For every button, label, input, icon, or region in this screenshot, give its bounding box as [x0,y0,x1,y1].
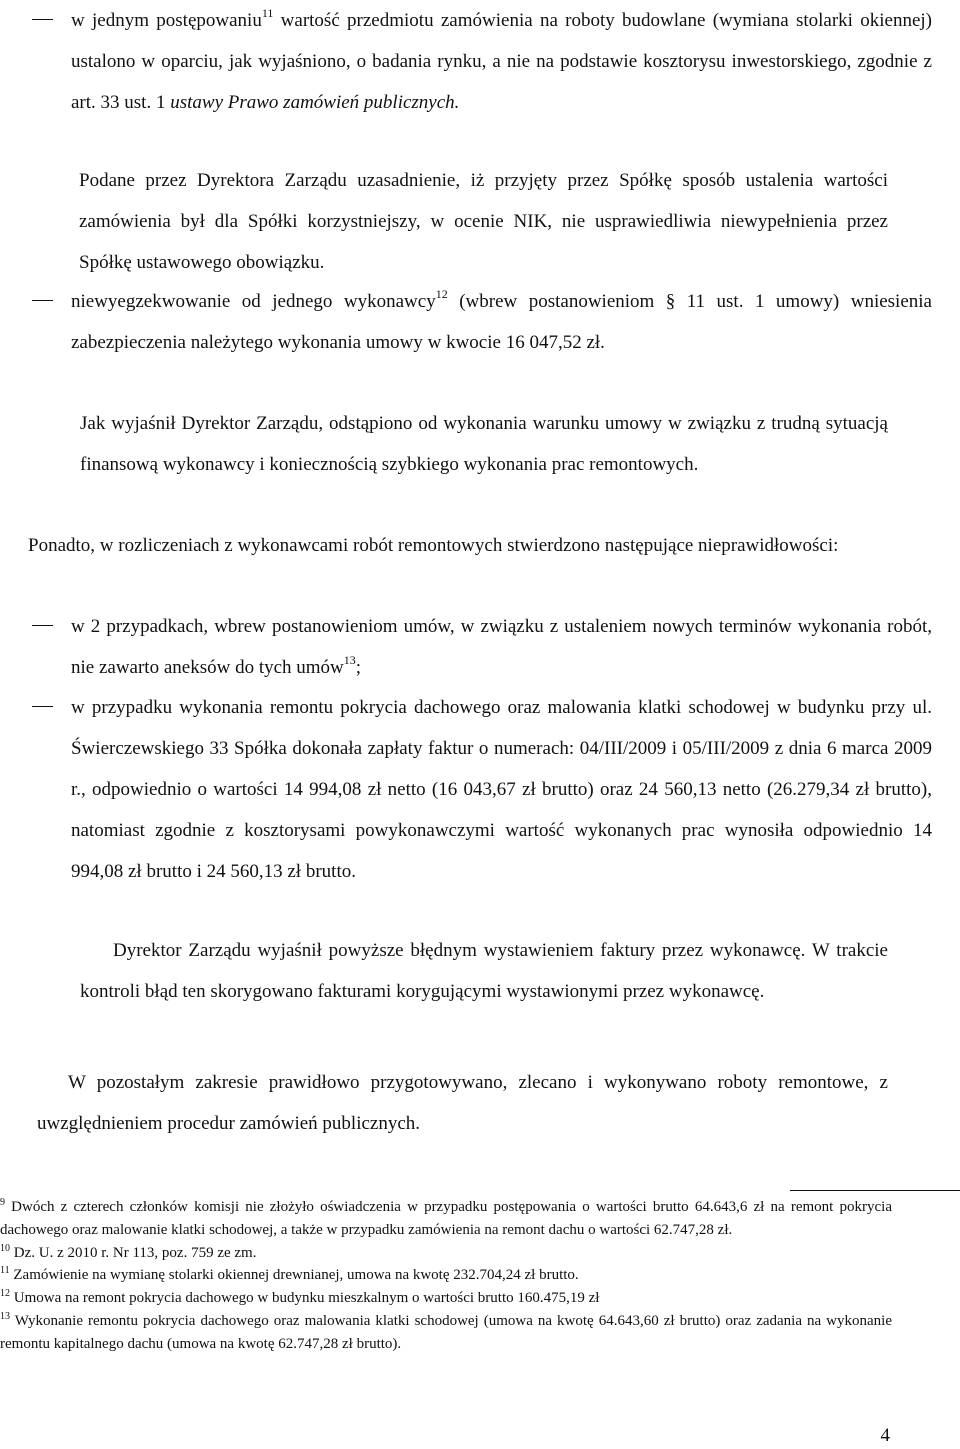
dash-bullet-marker [32,625,53,626]
dash-bullet-marker [32,19,53,20]
paragraph-explanation: Jak wyjaśnił Dyrektor Zarządu, odstąpiono od wykonania warunku umowy w związku z trudną sytuacją finansową wykonawcy i koniecznością szybkiego wykonania prac remontowych. [80,413,888,475]
bullet-item-4 [32,687,932,892]
footnote-ref[interactable]: 11 [261,6,274,20]
footnotes [0,1196,892,1356]
page-number: 4 [880,1425,890,1446]
bullet-item-2 [32,281,932,363]
bullet-text: w 2 przypadkach, wbrew postanowieniom umów, w związku z ustaleniem nowych terminów wykonania robót, nie zawarto aneksów do tych umów$^{13}$; [71,616,932,678]
paragraph-irregularities-intro: Ponadto, w rozliczeniach z wykonawcami robót remontowych stwierdzono następujące nieprawidłowości: [28,535,839,556]
footnote-12: $^{12}$ Umowa na remont pokrycia dachowego w budynku mieszkalnym o wartości brutto 160.475,19 zł [0,1288,600,1307]
dash-bullet-marker [32,706,53,707]
bullet-text: w jednym postępowaniu$^{11}$ wartość przedmiotu zamówienia na roboty budowlane (wymiana stolarki okiennej) ustalono w oparciu, jak wyjaśniono, o badania rynku, a nie na podstawie kosztorysu inwestorskiego, zgodnie z art. 33 ust. 1 ustawy Prawo zamówień publicznych. [71,6,932,113]
footnote-separator [790,1190,960,1191]
bullet-text: w przypadku wykonania remontu pokrycia dachowego oraz malowania klatki schodowej w budynku przy ul. Świerczewskiego 33 Spółka dokonała zapłaty faktur o numerach: 04/III/2009 i 05/III/2009 z dnia 6 marca 2009 r., odpowiednio o wartości 14 994,08 zł netto (16 043,67 zł brutto) oraz 24 560,13 netto (26.279,34 zł brutto), natomiast zgodnie z kosztorysami powykonawczymi wartość wykonanych prac wynosiła odpowiednio 14 994,08 zł brutto i 24 560,13 zł brutto. [71,697,932,882]
bullet-text: niewyegzekwowanie od jednego wykonawcy$^{12}$ (wbrew postanowieniom § 11 ust. 1 umowy) wniesienia zabezpieczenia należytego wykonania umowy w kwocie 16 047,52 zł. [71,287,932,353]
footnote-13: $^{13}$ Wykonanie remontu pokrycia dachowego oraz malowania klatki schodowej (umowa na kwotę 64.643,60 zł brutto) oraz zadania na wykonanie remontu kapitalnego dachu (umowa na kwotę 62.747,28 zł brutto). [0,1310,892,1352]
paragraph-summary: W pozostałym zakresie prawidłowo przygotowywano, zlecano i wykonywano roboty remontowe, z uwzględnieniem procedur zamówień publicznych. [37,1072,888,1134]
footnote-11: $^{11}$ Zamówienie na wymianę stolarki okiennej drewnianej, umowa na kwotę 232.704,24 zł brutto. [0,1265,579,1284]
paragraph-justification: Podane przez Dyrektora Zarządu uzasadnienie, iż przyjęty przez Spółkę sposób ustalenia wartości zamówienia był dla Spółki korzystniejszy, w ocenie NIK, nie usprawiedliwia niewypełnienia przez Spółkę ustawowego obowiązku. [79,170,888,273]
footnote-ref[interactable]: 13 [343,653,356,667]
act-title: ustawy Prawo zamówień publicznych. [170,92,460,113]
footnote-ref[interactable]: 12 [435,287,448,301]
footnote-10: $^{10}$ Dz. U. z 2010 r. Nr 113, poz. 759 ze zm. [0,1242,257,1261]
dash-bullet-marker [32,300,53,301]
bullet-item-1 [32,0,932,123]
footnote-9: $^9$ Dwóch z czterech członków komisji nie złożyło oświadczenia w przypadku postępowania o wartości brutto 64.643,6 zł na remont pokrycia dachowego oraz malowanie klatki schodowej, a także w przypadku zamówienia na remont dachu o wartości 62.747,28 zł. [0,1197,892,1238]
paragraph-invoice-explanation: Dyrektor Zarządu wyjaśnił powyższe błędnym wystawieniem faktury przez wykonawcę. W trakcie kontroli błąd ten skorygowano fakturami korygującymi wystawionymi przez wykonawcę. [80,940,888,1002]
bullet-item-3 [32,606,932,688]
